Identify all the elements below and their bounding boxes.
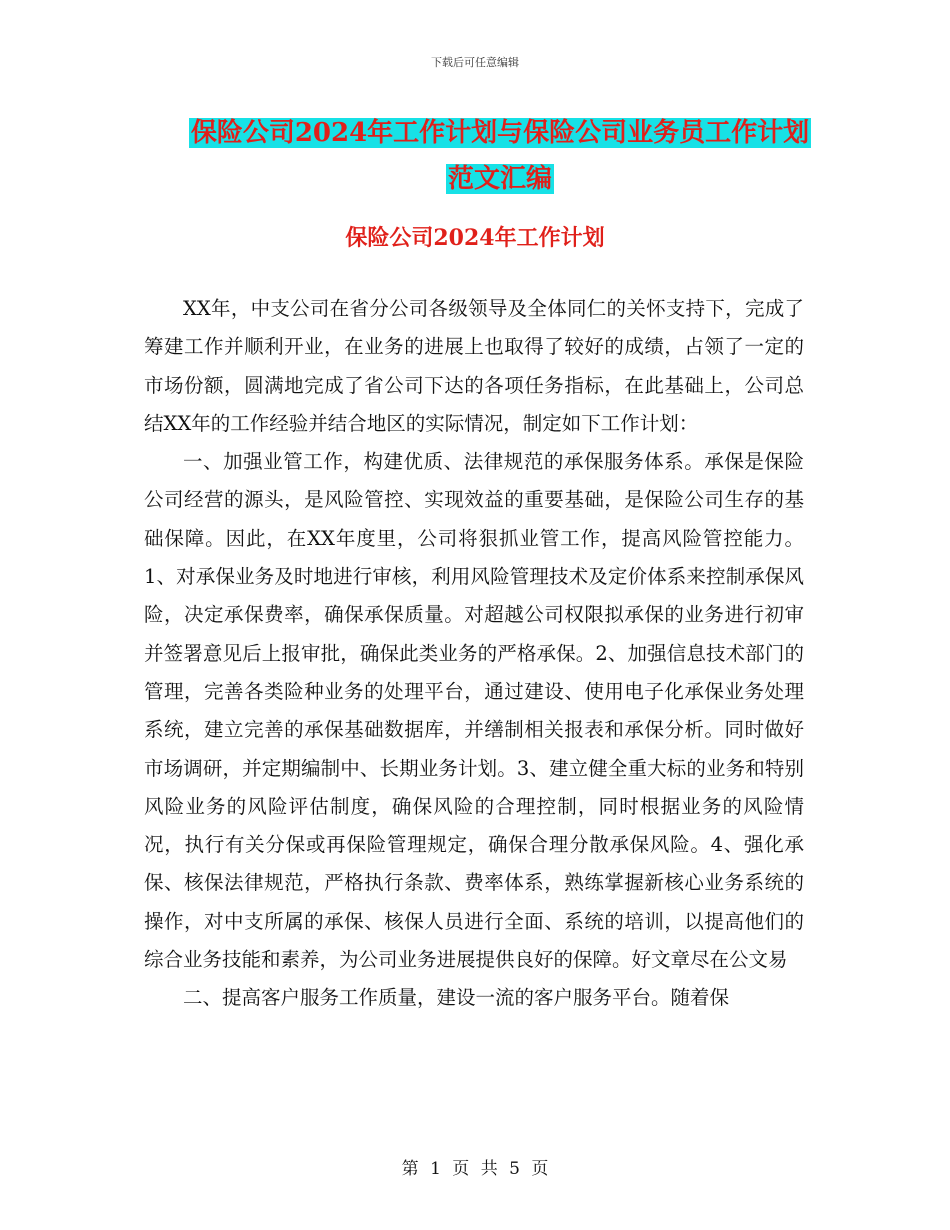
- paragraph: XX年，中支公司在省分公司各级领导及全体同仁的关怀支持下，完成了筹建工作并顺利开业，在业务的进展上也取得了较好的成绩，占领了一定的市场份额，圆满地完成了省公司下达的各项任务指标，在此基础上，公司总结XX年的工作经验并结合地区的实际情况，制定如下工作计划：: [144, 297, 804, 435]
- title-line-2: 范文汇编: [447, 164, 552, 194]
- paragraph: 一、加强业管工作，构建优质、法律规范的承保服务体系。承保是保险公司经营的源头，是风险管控、实现效益的重要基础，是保险公司生存的基础保障。因此，在XX年度里，公司将狠抓业管工作，提高风险管控能力。1、对承保业务及时地进行审核，利用风险管理技术及定价体系来控制承保风险，决定承保费率，确保承保质量。对超越公司权限拟承保的业务进行初审并签署意见后上报审批，确保此类业务的严格承保。2、加强信息技术部门的管理，完善各类险种业务的处理平台，通过建设、使用电子化承保业务处理系统，建立完善的承保基础数据库，并缮制相关报表和承保分析。同时做好市场调研，并定期编制中、长期业务计划。3、建立健全重大标的业务和特别风险业务的风险评估制度，确保风险的合理控制，同时根据业务的风险情况，执行有关分保或再保险管理规定，确保合理分散承保风险。4、强化承保、核保法律规范，严格执行条款、费率体系，熟练掌握新核心业务系统的操作，对中支所属的承保、核保人员进行全面、系统的培训，以提高他们的综合业务技能和素养，为公司业务进展提供良好的保障。好文章尽在公文易: [144, 450, 804, 972]
- header-note: 下载后可任意编辑: [431, 56, 519, 69]
- page-number: 第 1 页 共 5 页: [401, 1159, 549, 1179]
- paragraph: 二、提高客户服务工作质量，建设一流的客户服务平台。随着保: [183, 986, 730, 1010]
- title-line-1: 保险公司2024年工作计划与保险公司业务员工作计划: [190, 118, 810, 148]
- body-text: [144, 290, 804, 1018]
- section-title: 保险公司2024年工作计划: [345, 225, 605, 251]
- document-title: [140, 110, 860, 202]
